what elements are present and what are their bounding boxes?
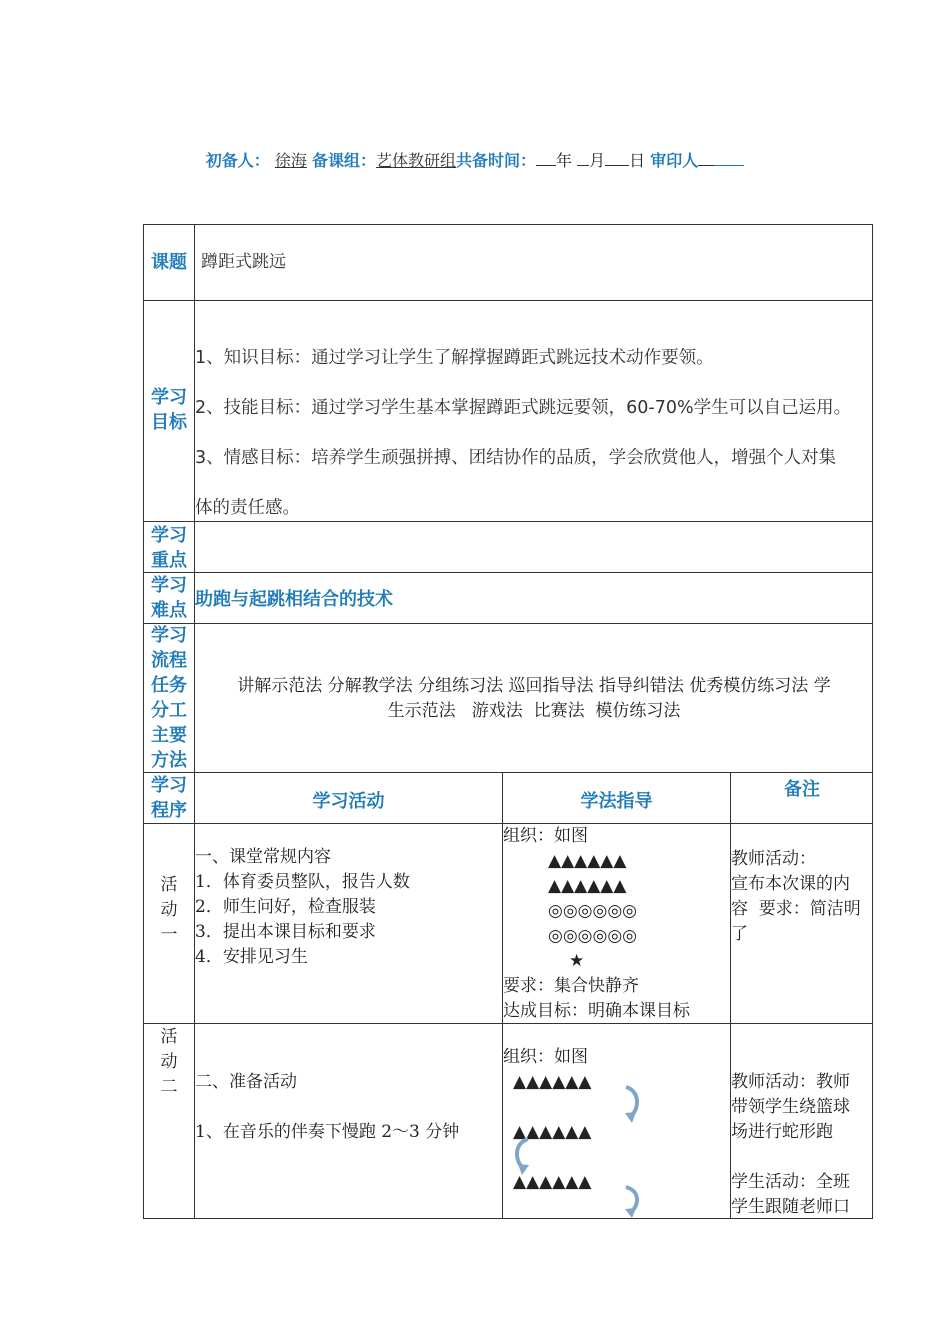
activity1-content: 一、课堂常规内容 1．体育委员整队，报告人数 2．师生问好，检查服装 3．提出本课目标和要求 4．安排见习生 — [195, 847, 410, 967]
topic-label: 课题 — [151, 252, 187, 273]
goal-skill: 2、技能目标：通过学习学生基本掌握蹲距式跳远要领，60-70%学生可以自己运用。 — [195, 398, 852, 418]
activity1-requirement: 要求：集合快静齐 — [503, 976, 639, 996]
formation-circle-row: ◎◎◎◎◎◎ — [548, 926, 638, 946]
formation-triangle-row: ▲▲▲▲▲▲ — [548, 851, 627, 871]
formation-triangle-row: ▲▲▲▲▲▲ — [513, 1122, 592, 1142]
preparer-name: 徐海 — [274, 151, 307, 170]
lesson-plan-table — [143, 224, 873, 1219]
activity2-content: 二、准备活动 1、在音乐的伴奏下慢跑 2～3 分钟 — [195, 1072, 460, 1142]
goal-knowledge: 1、知识目标：通过学习让学生了解撑握蹲距式跳远技术动作要领。 — [195, 348, 714, 368]
time-label: 共备时间 — [456, 151, 521, 170]
col-guide-header: 学法指导 — [580, 791, 653, 812]
focus-row — [144, 522, 872, 573]
formation-triangle-row: ▲▲▲▲▲▲ — [548, 876, 627, 896]
activity2-guide-title: 组织：如图 — [503, 1047, 588, 1067]
methods-label: 学习 流程 任务 分工 主要 方法 — [151, 625, 187, 771]
difficulty-value: 助跑与起跳相结合的技术 — [195, 589, 393, 610]
formation-triangle-row: ▲▲▲▲▲▲ — [513, 1172, 592, 1192]
goals-list — [195, 333, 875, 533]
activity1-guide-title: 组织：如图 — [503, 826, 588, 846]
preparer-label: 初备人 — [205, 151, 254, 170]
activity1-target: 达成目标：明确本课目标 — [503, 1001, 690, 1021]
goal-emotion: 3、情感目标：培养学生顽强拼搏、团结协作的品质，学会欣赏他人，增强个人对集 — [195, 448, 837, 468]
activity2-guide — [503, 1045, 730, 1195]
topic-value: 蹲距式跳远 — [201, 252, 286, 272]
group-name: 艺体教研组 — [375, 151, 456, 170]
col-note-header: 备注 — [784, 779, 820, 800]
formation-triangle-row: ▲▲▲▲▲▲ — [513, 1072, 592, 1092]
curved-arrow-right-icon — [624, 1083, 644, 1125]
activity1-label: 活 动 一 — [160, 875, 178, 945]
curved-arrow-right-icon — [624, 1183, 644, 1219]
teacher-star-icon: ★ — [569, 951, 585, 971]
month-label: 月 — [589, 151, 606, 170]
goal-emotion-cont: 体的责任感。 — [195, 498, 300, 518]
group-label: 备课组 — [311, 151, 360, 170]
activity1-note: 教师活动： 宣布本次课的内 容 要求：简洁明 了 — [731, 849, 861, 944]
focus-label: 学习 重点 — [151, 525, 187, 571]
difficulty-label: 学习 难点 — [151, 575, 187, 621]
year-label: 年 — [556, 151, 573, 170]
col-activity-header: 学习活动 — [312, 791, 385, 812]
goals-label: 学习 目标 — [151, 387, 187, 433]
reviewer-label: 审印人 — [650, 151, 699, 170]
formation-circle-row: ◎◎◎◎◎◎ — [548, 901, 638, 921]
curved-arrow-left-icon — [510, 1135, 530, 1177]
procedure-label: 学习 程序 — [151, 775, 187, 821]
activity2-note: 教师活动：教师 带领学生绕篮球 场进行蛇形跑 学生活动：全班 学生跟随老师口 — [731, 1072, 850, 1217]
activity2-label: 活 动 二 — [160, 1027, 178, 1097]
methods-text: 讲解示范法 分解教学法 分组练习法 巡回指导法 指导纠错法 优秀模仿练习法 学 生示范法 游戏法 比赛法 模仿练习法 — [237, 676, 831, 721]
document-header: 初备人： 徐海 备课组：艺体教研组共备时间： 年 月 日 审印人 — [0, 148, 950, 171]
day-label: 日 — [629, 151, 646, 170]
activity1-guide — [503, 824, 730, 1024]
